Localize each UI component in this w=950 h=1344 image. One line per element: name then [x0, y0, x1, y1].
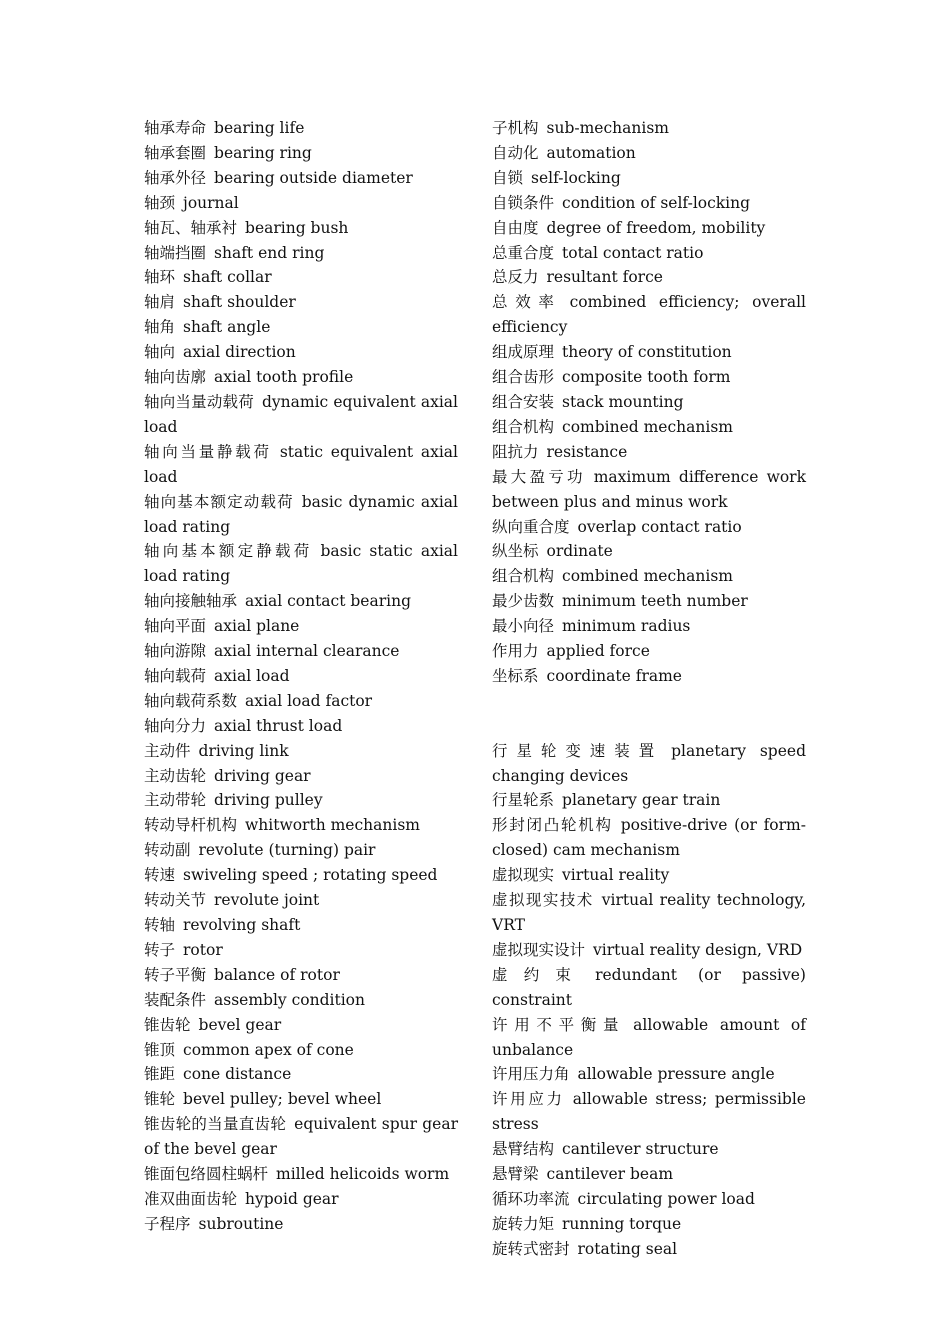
glossary-entry — [492, 1237, 806, 1262]
glossary-entry — [492, 564, 806, 589]
glossary-entry — [492, 440, 806, 465]
chinese-term: 主动带轮 — [144, 791, 207, 810]
english-term: axial plane — [214, 617, 300, 636]
english-term: overlap contact ratio — [577, 517, 742, 536]
english-term: planetary gear train — [562, 791, 721, 810]
english-term: allowable stress; permissible stress — [492, 1090, 806, 1134]
chinese-term: 子程序 — [144, 1214, 191, 1233]
english-term: cantilever structure — [562, 1140, 719, 1159]
english-term: ordinate — [546, 542, 613, 561]
english-term: common apex of cone — [183, 1040, 354, 1059]
glossary-entry — [144, 1187, 458, 1212]
glossary-entry — [144, 440, 458, 490]
chinese-term: 行星轮系 — [492, 791, 555, 810]
glossary-entry — [144, 714, 458, 739]
chinese-term: 许用压力角 — [492, 1065, 570, 1084]
english-term: shaft end ring — [214, 243, 325, 262]
chinese-term: 纵坐标 — [492, 542, 539, 561]
chinese-term: 锥距 — [144, 1065, 176, 1084]
english-term: equivalent spur gear of the bevel gear — [144, 1115, 458, 1159]
chinese-term: 锥轮 — [144, 1090, 176, 1109]
glossary-entry — [492, 1187, 806, 1212]
chinese-term: 轴肩 — [144, 293, 176, 312]
english-term: driving link — [198, 741, 289, 760]
chinese-term: 轴向基本额定动载荷 — [144, 492, 294, 511]
chinese-term: 形封闭凸轮机构 — [492, 816, 613, 835]
english-term: shaft angle — [183, 318, 271, 337]
glossary-entry — [492, 166, 806, 191]
chinese-term: 阻抗力 — [492, 442, 539, 461]
glossary-entry — [492, 1062, 806, 1087]
chinese-term: 循环功率流 — [492, 1189, 570, 1208]
english-term: hypoid gear — [245, 1189, 339, 1208]
glossary-entry — [144, 141, 458, 166]
chinese-term: 转动关节 — [144, 891, 207, 910]
chinese-term: 自锁条件 — [492, 193, 555, 212]
chinese-term: 总反力 — [492, 268, 539, 287]
glossary-entry — [144, 390, 458, 440]
english-term: rotor — [183, 940, 223, 959]
english-term: bearing bush — [245, 218, 349, 237]
glossary-entry — [144, 166, 458, 191]
english-term: axial tooth profile — [214, 368, 354, 387]
glossary-entry — [144, 764, 458, 789]
left-column — [144, 116, 458, 1237]
english-term: static equivalent axial load — [144, 442, 458, 486]
glossary-entry — [144, 1087, 458, 1112]
glossary-entry — [144, 639, 458, 664]
english-term: allowable amount of unbalance — [492, 1015, 806, 1059]
glossary-entry — [144, 614, 458, 639]
english-term: resultant force — [546, 268, 663, 287]
glossary-entry — [492, 938, 806, 963]
chinese-term: 轴向齿廓 — [144, 368, 207, 387]
english-term: condition of self-locking — [562, 193, 751, 212]
english-term: whitworth mechanism — [245, 816, 420, 835]
chinese-term: 锥面包络圆柱蜗杆 — [144, 1165, 269, 1184]
chinese-term: 组成原理 — [492, 343, 555, 362]
english-term: sub-mechanism — [546, 119, 669, 137]
chinese-term: 虚拟现实设计 — [492, 940, 586, 959]
glossary-entry — [492, 265, 806, 290]
glossary-entry — [144, 1038, 458, 1063]
english-term: bevel gear — [198, 1015, 282, 1034]
chinese-term: 虚拟现实 — [492, 866, 555, 885]
chinese-term: 轴向接触轴承 — [144, 592, 238, 611]
chinese-term: 自锁 — [492, 168, 524, 187]
english-term: allowable pressure angle — [577, 1065, 775, 1084]
right-column — [492, 116, 806, 1262]
chinese-term: 作用力 — [492, 642, 539, 661]
chinese-term: 转轴 — [144, 916, 176, 934]
english-term: milled helicoids worm — [276, 1165, 450, 1184]
glossary-entry — [492, 1212, 806, 1237]
glossary-entry — [144, 988, 458, 1013]
glossary-entry — [144, 813, 458, 838]
english-term: redundant (or passive) constraint — [492, 965, 806, 1009]
glossary-entry — [144, 365, 458, 390]
glossary-entry — [144, 216, 458, 241]
chinese-term: 组合齿形 — [492, 368, 555, 387]
chinese-term: 轴向当量静载荷 — [144, 442, 272, 461]
chinese-term: 纵向重合度 — [492, 517, 570, 536]
glossary-entry — [144, 1062, 458, 1087]
glossary-entry — [492, 1162, 806, 1187]
glossary-entry — [144, 1112, 458, 1162]
glossary-entry — [144, 539, 458, 589]
glossary-entry — [492, 340, 806, 365]
chinese-term: 锥齿轮 — [144, 1015, 191, 1034]
chinese-term: 组合安装 — [492, 392, 555, 411]
english-term: theory of constitution — [562, 343, 732, 362]
glossary-entry — [144, 241, 458, 266]
english-term: subroutine — [198, 1214, 284, 1233]
glossary-entry — [144, 913, 458, 938]
chinese-term: 轴向 — [144, 343, 176, 362]
english-term: assembly condition — [214, 990, 365, 1009]
english-term: axial direction — [183, 343, 296, 362]
chinese-term: 组合机构 — [492, 417, 555, 436]
english-term: applied force — [546, 642, 650, 661]
glossary-entry — [144, 1013, 458, 1038]
chinese-term: 轴承寿命 — [144, 119, 207, 137]
english-term: axial load — [214, 666, 290, 685]
glossary-entry — [492, 415, 806, 440]
chinese-term: 自由度 — [492, 218, 539, 237]
chinese-term: 轴向平面 — [144, 617, 207, 636]
chinese-term: 悬臂梁 — [492, 1165, 539, 1184]
chinese-term: 悬臂结构 — [492, 1140, 555, 1159]
chinese-term: 锥顶 — [144, 1040, 176, 1059]
glossary-entry — [492, 589, 806, 614]
glossary-entry — [144, 265, 458, 290]
glossary-entry — [492, 515, 806, 540]
glossary-entry — [144, 1212, 458, 1237]
glossary-entry — [492, 365, 806, 390]
glossary-entry — [492, 116, 806, 141]
glossary-entry — [492, 465, 806, 515]
english-term: revolute joint — [214, 891, 320, 910]
glossary-entry — [492, 664, 806, 689]
glossary-entry — [492, 241, 806, 266]
glossary-entry — [492, 141, 806, 166]
english-term: swiveling speed ; rotating speed — [183, 866, 438, 885]
glossary-entry — [492, 216, 806, 241]
glossary-entry — [144, 191, 458, 216]
english-term: stack mounting — [562, 392, 684, 411]
chinese-term: 轴环 — [144, 268, 176, 287]
chinese-term: 转动导杆机构 — [144, 816, 238, 835]
chinese-term: 轴向基本额定静载荷 — [144, 542, 313, 561]
english-term: combined mechanism — [562, 417, 733, 436]
english-term: journal — [183, 193, 239, 212]
english-term: planetary speed changing devices — [492, 741, 806, 785]
chinese-term: 旋转式密封 — [492, 1239, 570, 1258]
english-term: bearing outside diameter — [214, 168, 413, 187]
glossary-entry — [492, 813, 806, 863]
glossary-entry — [144, 863, 458, 888]
glossary-entry — [492, 191, 806, 216]
chinese-term: 准双曲面齿轮 — [144, 1189, 238, 1208]
glossary-entry — [492, 1013, 806, 1063]
english-term: basic static axial load rating — [144, 542, 458, 586]
chinese-term: 轴向当量动载荷 — [144, 392, 254, 411]
section-gap — [492, 689, 806, 739]
english-term: combined efficiency; overall efficiency — [492, 293, 806, 337]
english-term: positive-drive (or form-closed) cam mechanism — [492, 816, 806, 860]
english-term: axial internal clearance — [214, 642, 400, 661]
english-term: driving gear — [214, 766, 311, 785]
chinese-term: 轴端挡圈 — [144, 243, 207, 262]
english-term: virtual reality — [562, 866, 670, 885]
english-term: axial contact bearing — [245, 592, 411, 611]
chinese-term: 坐标系 — [492, 666, 539, 685]
glossary-entry — [144, 589, 458, 614]
glossary-entry — [144, 315, 458, 340]
chinese-term: 轴颈 — [144, 193, 176, 212]
glossary-entry — [144, 340, 458, 365]
glossary-entry — [144, 739, 458, 764]
chinese-term: 最小向径 — [492, 617, 555, 636]
glossary-entry — [492, 863, 806, 888]
english-term: maximum difference work between plus and minus work — [492, 467, 806, 511]
chinese-term: 装配条件 — [144, 990, 207, 1009]
glossary-entry — [492, 290, 806, 340]
english-term: revolute (turning) pair — [198, 841, 376, 860]
english-term: bearing life — [214, 119, 305, 137]
english-term: total contact ratio — [562, 243, 704, 262]
glossary-entry — [492, 639, 806, 664]
glossary-entry — [144, 888, 458, 913]
english-term: cantilever beam — [546, 1165, 674, 1184]
english-term: combined mechanism — [562, 567, 733, 586]
english-term: balance of rotor — [214, 965, 340, 984]
chinese-term: 轴瓦、轴承衬 — [144, 218, 238, 237]
chinese-term: 转子平衡 — [144, 965, 207, 984]
chinese-term: 自动化 — [492, 143, 539, 162]
glossary-entry — [492, 1087, 806, 1137]
english-term: running torque — [562, 1214, 682, 1233]
glossary-entry — [492, 888, 806, 938]
english-term: coordinate frame — [546, 666, 682, 685]
glossary-entry — [492, 739, 806, 789]
glossary-entry — [144, 938, 458, 963]
english-term: bearing ring — [214, 143, 312, 162]
english-term: bevel pulley; bevel wheel — [183, 1090, 382, 1109]
chinese-term: 轴承套圈 — [144, 143, 207, 162]
chinese-term: 许用应力 — [492, 1090, 565, 1109]
chinese-term: 行星轮变速装置 — [492, 741, 664, 760]
chinese-term: 转速 — [144, 866, 176, 885]
chinese-term: 子机构 — [492, 119, 539, 137]
chinese-term: 旋转力矩 — [492, 1214, 555, 1233]
glossary-entry — [144, 490, 458, 540]
english-term: shaft shoulder — [183, 293, 296, 312]
chinese-term: 轴承外径 — [144, 168, 207, 187]
chinese-term: 转动副 — [144, 841, 191, 860]
glossary-entry — [144, 788, 458, 813]
chinese-term: 虚约束 — [492, 965, 588, 984]
glossary-entry — [492, 614, 806, 639]
glossary-entry — [492, 390, 806, 415]
glossary-entry — [144, 838, 458, 863]
chinese-term: 最大盈亏功 — [492, 467, 586, 486]
english-term: dynamic equivalent axial load — [144, 392, 458, 436]
english-term: composite tooth form — [562, 368, 731, 387]
chinese-term: 主动齿轮 — [144, 766, 207, 785]
glossary-entry — [144, 290, 458, 315]
glossary-entry — [144, 689, 458, 714]
chinese-term: 轴向载荷 — [144, 666, 207, 685]
chinese-term: 轴向分力 — [144, 716, 207, 735]
glossary-entry — [144, 116, 458, 141]
english-term: automation — [546, 143, 636, 162]
glossary-entry — [492, 963, 806, 1013]
chinese-term: 转子 — [144, 940, 176, 959]
chinese-term: 组合机构 — [492, 567, 555, 586]
english-term: virtual reality design, VRD — [593, 940, 803, 959]
chinese-term: 总效率 — [492, 293, 562, 312]
english-term: basic dynamic axial load rating — [144, 492, 458, 536]
english-term: virtual reality technology, VRT — [492, 891, 806, 934]
chinese-term: 总重合度 — [492, 243, 555, 262]
english-term: axial load factor — [245, 691, 373, 710]
english-term: minimum teeth number — [562, 592, 748, 611]
english-term: degree of freedom, mobility — [546, 218, 766, 237]
chinese-term: 虚拟现实技术 — [492, 891, 594, 910]
english-term: rotating seal — [577, 1239, 678, 1258]
glossary-entry — [144, 664, 458, 689]
glossary-entry — [492, 539, 806, 564]
english-term: shaft collar — [183, 268, 272, 287]
chinese-term: 许用不平衡量 — [492, 1015, 626, 1034]
english-term: minimum radius — [562, 617, 691, 636]
english-term: resistance — [546, 442, 628, 461]
chinese-term: 最少齿数 — [492, 592, 555, 611]
english-term: revolving shaft — [183, 916, 301, 934]
chinese-term: 轴向载荷系数 — [144, 691, 238, 710]
english-term: self-locking — [531, 168, 621, 187]
english-term: axial thrust load — [214, 716, 343, 735]
chinese-term: 锥齿轮的当量直齿轮 — [144, 1115, 287, 1134]
english-term: circulating power load — [577, 1189, 755, 1208]
chinese-term: 主动件 — [144, 741, 191, 760]
glossary-entry — [492, 788, 806, 813]
glossary-entry — [492, 1137, 806, 1162]
chinese-term: 轴向游隙 — [144, 642, 207, 661]
glossary-entry — [144, 963, 458, 988]
english-term: cone distance — [183, 1065, 292, 1084]
glossary-entry — [144, 1162, 458, 1187]
chinese-term: 轴角 — [144, 318, 176, 337]
english-term: driving pulley — [214, 791, 323, 810]
